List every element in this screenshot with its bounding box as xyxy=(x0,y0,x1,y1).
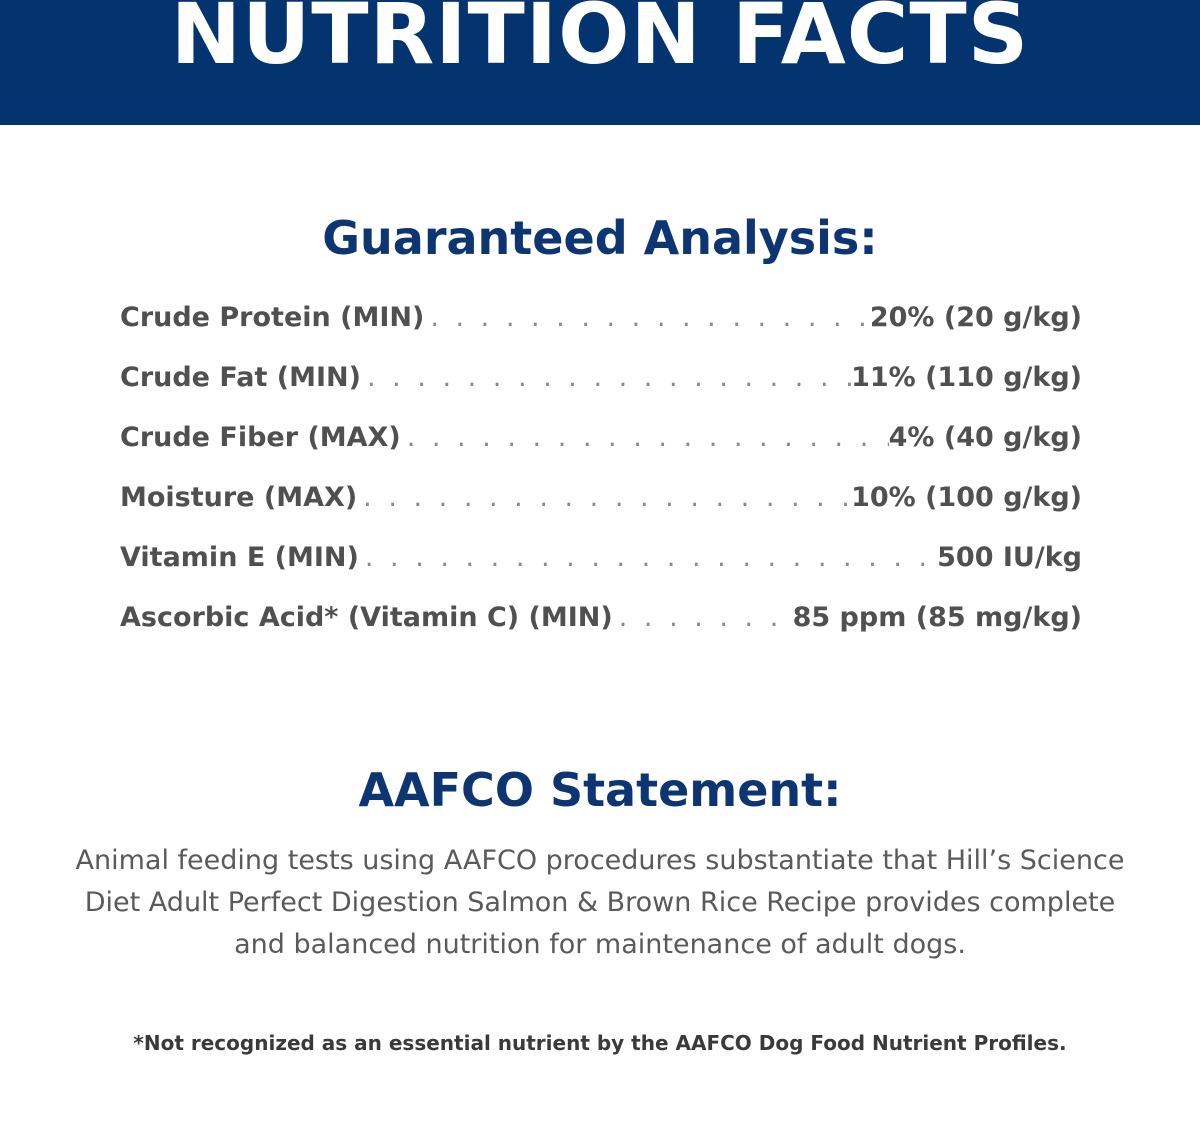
header-band xyxy=(0,0,1200,125)
dot-leader xyxy=(361,356,851,400)
analysis-value: 10% (100 g/kg) xyxy=(851,482,1082,513)
dot-leader xyxy=(401,416,889,460)
analysis-label: Crude Fiber (MAX) xyxy=(120,422,401,453)
analysis-label: Vitamin E (MIN) xyxy=(120,542,359,573)
footnote: *Not recognized as an essential nutrient by the AAFCO Dog Food Nutrient Profiles. xyxy=(133,1031,1067,1055)
analysis-row-ascorbic-acid xyxy=(120,596,1082,656)
analysis-label: Ascorbic Acid* (Vitamin C) (MIN) xyxy=(120,602,613,633)
guaranteed-analysis-list xyxy=(120,296,1082,656)
analysis-value: 4% (40 g/kg) xyxy=(888,422,1082,453)
analysis-value: 500 IU/kg xyxy=(937,542,1082,573)
dot-leader xyxy=(613,596,793,640)
page-title: NUTRITION FACTS xyxy=(170,0,1030,83)
analysis-value: 20% (20 g/kg) xyxy=(869,302,1082,333)
aafco-statement-text: Animal feeding tests using AAFCO procedures substantiate that Hill’s Science Diet Adult Perfect Digestion Salmon & Brown Rice Recipe provides complete and balanced nutrition for maintenance of adult dogs. xyxy=(75,845,1125,960)
analysis-label: Crude Fat (MIN) xyxy=(120,362,361,393)
analysis-value: 11% (110 g/kg) xyxy=(851,362,1082,393)
dot-leader xyxy=(424,296,870,340)
analysis-row-vitamin-e xyxy=(120,536,1082,596)
dot-leader xyxy=(357,476,851,520)
analysis-label: Moisture (MAX) xyxy=(120,482,358,513)
analysis-label: Crude Protein (MIN) xyxy=(120,302,425,333)
aafco-statement-heading: AAFCO Statement: xyxy=(358,763,842,817)
analysis-row-crude-protein xyxy=(120,296,1082,356)
analysis-value: 85 ppm (85 mg/kg) xyxy=(792,602,1082,633)
analysis-row-moisture xyxy=(120,476,1082,536)
guaranteed-analysis-heading: Guaranteed Analysis: xyxy=(322,211,878,265)
analysis-row-crude-fat xyxy=(120,356,1082,416)
analysis-row-crude-fiber xyxy=(120,416,1082,476)
dot-leader xyxy=(359,536,937,580)
